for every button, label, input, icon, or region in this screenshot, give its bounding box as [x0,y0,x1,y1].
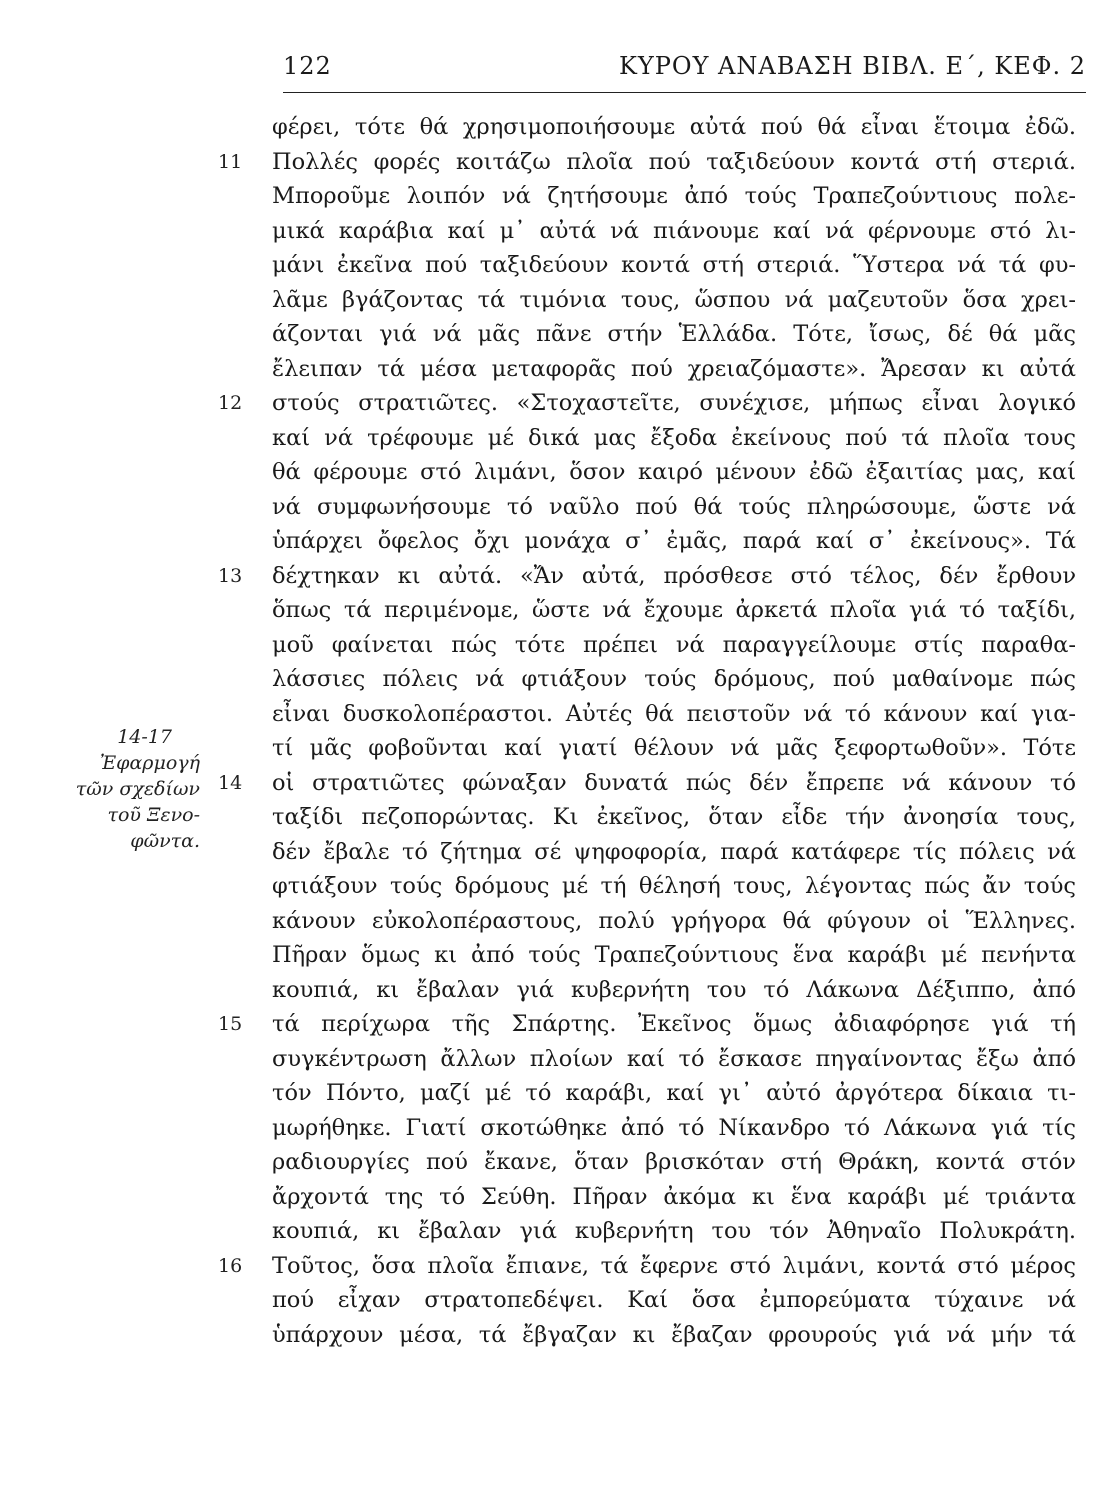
text-line: ὑπάρχουν μέσα, τά ἔβγαζαν κι ἔβαζαν φρουρούς γιά νά μήν τά [272,1321,1076,1348]
verse-number: 11 [218,150,243,173]
margin-note-line: τοῦ Ξενο- [107,804,200,826]
text-line: άζονται γιά νά μᾶς πᾶνε στήν Ἑλλάδα. Τότε, ἴσως, δέ θά μᾶς [272,321,1076,347]
text-line: στούς στρατιῶτες. «Στοχαστεῖτε, συνέχισε, μήπως εἶναι λογικό [272,390,1076,416]
text-line: συγκέντρωση ἄλλων πλοίων καί τό ἔσκασε πηγαίνοντας ἔξω ἀπό [272,1045,1076,1072]
text-line: λάσσιες πόλεις νά φτιάξουν τούς δρόμους, πού μαθαίνομε πώς [272,666,1076,692]
text-line: δέν ἔβαλε τό ζήτημα σέ ψηφοφορία, παρά κατάφερε τίς πόλεις νά [272,838,1076,865]
text-line: μωρήθηκε. Γιατί σκοτώθηκε ἀπό τό Νίκανδρο τό Λάκωνα γιά τίς [272,1114,1076,1141]
text-line: Τοῦτος, ὅσα πλοῖα ἔπιανε, τά ἔφερνε στό λιμάνι, κοντά στό μέρος [272,1252,1076,1279]
text-line: ἄρχοντά της τό Σεύθη. Πῆραν ἀκόμα κι ἕνα καράβι μέ τριάντα [272,1183,1076,1210]
text-line: φτιάξουν τούς δρόμους μέ τή θέλησή τους, λέγοντας πώς ἄν τούς [272,873,1076,899]
text-line: τί μᾶς φοβοῦνται καί γιατί θέλουν νά μᾶς ξεφορτωθοῦν». Τότε [272,735,1076,761]
text-line: μικά καράβια καί μ᾽ αὐτά νά πιάνουμε καί νά φέρνουμε στό λι- [272,217,1076,244]
text-line: μοῦ φαίνεται πώς τότε πρέπει νά παραγγείλουμε στίς παραθα- [272,631,1076,658]
text-line: κουπιά, κι ἔβαλαν γιά κυβερνήτη του τό Λάκωνα Δέξιππο, ἀπό [272,976,1076,1003]
running-title: ΚΥΡΟΥ ΑΝΑΒΑΣΗ ΒΙΒΛ. Ε΄, ΚΕΦ. 2 [618,52,1086,80]
text-line: λᾶμε βγάζοντας τά τιμόνια τους, ὥσπου νά μαζευτοῦν ὅσα χρει- [272,286,1076,313]
verse-number: 16 [218,1254,243,1277]
text-line: νά συμφωνήσουμε τό ναῦλο πού θά τούς πληρώσουμε, ὥστε νά [272,493,1076,520]
margin-note [40,724,200,854]
margin-note-line: Ἐφαρμογή [99,752,200,774]
text-line: ραδιουργίες πού ἔκανε, ὅταν βρισκόταν στή Θράκη, κοντά στόν [272,1149,1076,1175]
margin-note-range: 14-17 [117,726,172,748]
running-header [283,48,1086,93]
verse-number: 14 [218,771,243,794]
text-line: καί νά τρέφουμε μέ δικά μας ἔξοδα ἐκείνους πού τά πλοῖα τους [272,424,1076,451]
text-line: φέρει, τότε θά χρησιμοποιήσουμε αὐτά πού θά εἶναι ἕτοιμα ἐδῶ. [272,114,1076,140]
page-number: 122 [283,52,332,80]
text-line: δέχτηκαν κι αὐτά. «Ἄν αὐτά, πρόσθεσε στό τέλος, δέν ἔρθουν [272,562,1076,589]
body-text [272,110,1076,1352]
text-line: μάνι ἐκεῖνα πού ταξιδεύουν κοντά στή στεριά. Ὕστερα νά τά φυ- [272,252,1076,278]
text-line: ὅπως τά περιμένομε, ὥστε νά ἔχουμε ἀρκετά πλοῖα γιά τό ταξίδι, [272,597,1076,623]
text-line: ἔλειπαν τά μέσα μεταφορᾶς πού χρειαζόμαστε». Ἄρεσαν κι αὐτά [272,355,1076,382]
text-line: θά φέρουμε στό λιμάνι, ὅσον καιρό μένουν ἐδῶ ἐξαιτίας μας, καί [272,459,1076,485]
verse-number: 13 [218,564,243,587]
text-line: εἶναι δυσκολοπέραστοι. Αὐτές θά πειστοῦν νά τό κάνουν καί για- [272,700,1076,727]
text-line: Πολλές φορές κοιτάζω πλοῖα πού ταξιδεύουν κοντά στή στεριά. [272,148,1076,175]
text-line: κουπιά, κι ἔβαλαν γιά κυβερνήτη του τόν Ἀθηναῖο Πολυκράτη. [272,1218,1076,1244]
text-line: οἱ στρατιῶτες φώναξαν δυνατά πώς δέν ἔπρεπε νά κάνουν τό [272,769,1076,796]
text-line: Μποροῦμε λοιπόν νά ζητήσουμε ἀπό τούς Τραπεζούντιους πολε- [272,183,1076,209]
margin-note-line: τῶν σχεδίων [75,778,200,800]
text-line: ὑπάρχει ὄφελος ὄχι μονάχα σ᾽ ἐμᾶς, παρά καί σ᾽ ἐκείνους». Τά [272,528,1076,554]
verse-number: 15 [218,1013,243,1035]
text-line: Πῆραν ὅμως κι ἀπό τούς Τραπεζούντιους ἕνα καράβι μέ πενήντα [272,942,1076,968]
margin-note-line: φῶντα. [130,830,200,852]
verse-number: 12 [218,392,243,414]
text-line: κάνουν εὐκολοπέραστους, πολύ γρήγορα θά φύγουν οἱ Ἕλληνες. [272,907,1076,934]
text-line: τόν Πόντο, μαζί μέ τό καράβι, καί γι᾽ αὐτό ἀργότερα δίκαια τι- [272,1080,1076,1106]
text-line: ταξίδι πεζοπορώντας. Κι ἐκεῖνος, ὅταν εἶδε τήν ἀνοησία τους, [272,804,1076,830]
text-line: τά περίχωρα τῆς Σπάρτης. Ἐκεῖνος ὅμως ἀδιαφόρησε γιά τή [272,1011,1076,1037]
text-line: πού εἶχαν στρατοπεδέψει. Καί ὅσα ἐμπορεύματα τύχαινε νά [272,1287,1076,1313]
